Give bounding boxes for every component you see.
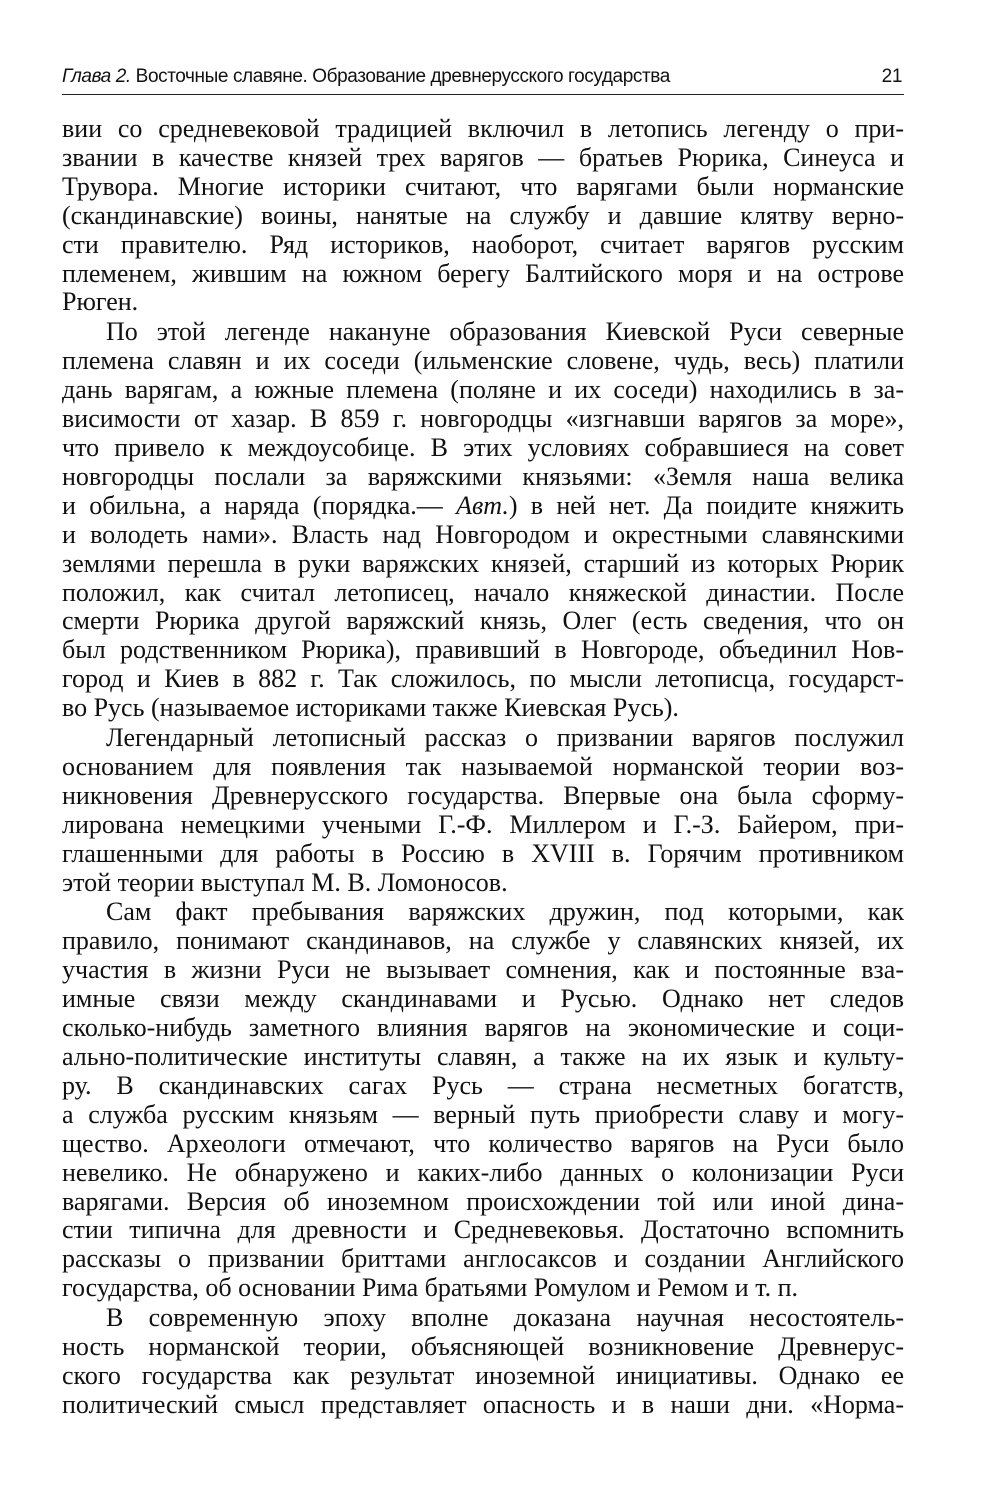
text-line: а служба русским князьям — верный путь приобрести славу и могу- xyxy=(62,1099,904,1129)
text-line: рассказы о призвании бриттами англосаксов и создании Английского xyxy=(62,1244,904,1274)
text-line: смерти Рюрика другой варяжский князь, Олег (есть сведения, что он xyxy=(62,606,904,636)
author-note: Авт. xyxy=(456,490,509,520)
chapter-title: Восточные славяне. Образование древнерусского государства xyxy=(135,66,670,87)
text-line: глашенными для работы в Россию в XVIII в. Горячим противником xyxy=(62,838,904,868)
text-line: Трувора. Многие историки считают, что варягами были норманские xyxy=(62,171,904,201)
page-number: 21 xyxy=(881,66,902,87)
text-line: имные связи между скандинавами и Русью. Однако нет следов xyxy=(62,984,904,1014)
text-line: основанием для появления так называемой норманской теории воз- xyxy=(62,751,904,781)
text-line: ность норманской теории, объясняющей возникновение Древнерус- xyxy=(62,1332,904,1362)
text-line: лирована немецкими учеными Г.-Ф. Миллером и Г.-З. Байером, при- xyxy=(62,809,904,839)
text-line: ально-политические институты славян, а также на их язык и культу- xyxy=(62,1042,904,1071)
text-line: висимости от хазар. В 859 г. новгородцы «изгнавши варягов за море», xyxy=(62,404,904,434)
text-line: ского государства как результат иноземной инициативы. Однако ее xyxy=(62,1360,904,1390)
text-line-with-italic xyxy=(62,492,904,521)
text-line: Сам факт пребывания варяжских дружин, под которыми, как xyxy=(106,897,904,927)
text-line: и володеть нами». Власть над Новгородом и окрестными славянскими xyxy=(62,519,904,549)
text-segment: и обильна, а наряда (порядка.— xyxy=(62,490,457,520)
text-line: дань варягам, а южные племена (поляне и их соседи) находились в за- xyxy=(62,375,904,405)
text-line: невелико. Не обнаружено и каких-либо данных о колонизации Руси xyxy=(62,1157,904,1187)
text-line: положил, как считал летописец, начало княжеской династии. После xyxy=(62,577,904,607)
body-text xyxy=(62,115,904,1420)
text-line: ру. В скандинавских сагах Русь — страна несметных богатств, xyxy=(62,1070,904,1100)
text-line: новгородцы послали за варяжскими князьями: «Земля наша велика xyxy=(62,461,904,491)
text-segment: ) в ней нет. Да поидите княжить xyxy=(508,490,904,520)
text-line: (скандинавские) воины, нанятые на службу и давшие клятву верно- xyxy=(62,200,904,230)
text-line: город и Киев в 882 г. Так сложилось, по мысли летописца, государст- xyxy=(62,664,904,694)
text-line: государства, об основании Рима братьями Ромулом и Ремом и т. п. xyxy=(62,1273,799,1303)
text-line: вии со средневековой традицией включил в летопись легенду о при- xyxy=(62,114,904,143)
book-page xyxy=(62,60,904,1420)
text-line: никновения Древнерусского государства. Впервые она была сформу- xyxy=(62,780,904,810)
text-line: племена славян и их соседи (ильменские словене, чудь, весь) платили xyxy=(62,346,904,376)
text-line: политический смысл представляет опасность и в наши дни. «Норма- xyxy=(62,1389,904,1419)
text-line: что привело к междоусобице. В этих условиях собравшиеся на совет xyxy=(62,432,904,462)
text-line: во Русь (называемое историками также Киевская Русь). xyxy=(62,693,679,723)
text-line: Рюген. xyxy=(62,287,139,317)
text-line: землями перешла в руки варяжских князей, старший из которых Рюрик xyxy=(62,548,904,578)
chapter-heading xyxy=(62,66,670,88)
text-line: звании в качестве князей трех варягов — братьев Рюрика, Синеуса и xyxy=(62,142,904,172)
text-line: Легендарный летописный рассказ о призвании варягов послужил xyxy=(106,723,904,753)
text-line: сколько-нибудь заметного влияния варягов на экономические и соци- xyxy=(62,1013,904,1043)
text-line: участия в жизни Руси не вызывает сомнения, как и постоянные вза- xyxy=(62,955,904,985)
text-line: племенем, жившим на южном берегу Балтийского моря и на острове xyxy=(62,258,904,288)
text-line: В современную эпоху вполне доказана научная несостоятель- xyxy=(106,1303,904,1333)
running-head xyxy=(62,60,904,95)
text-line: правило, понимают скандинавов, на службе у славянских князей, их xyxy=(62,926,904,956)
text-line: был родственником Рюрика), правивший в Новгороде, объединил Нов- xyxy=(62,635,904,665)
text-line: этой теории выступал М. В. Ломоносов. xyxy=(62,867,508,897)
text-line: варягами. Версия об иноземном происхождении той или иной дина- xyxy=(62,1186,904,1216)
text-line: щество. Археологи отмечают, что количество варягов на Руси было xyxy=(62,1128,904,1158)
text-line: сти правителю. Ряд историков, наоборот, считает варягов русским xyxy=(62,229,904,259)
text-line: стии типична для древности и Средневековья. Достаточно вспомнить xyxy=(62,1215,904,1245)
text-line: По этой легенде накануне образования Киевской Руси северные xyxy=(106,317,904,347)
chapter-label: Глава 2. xyxy=(62,66,131,87)
